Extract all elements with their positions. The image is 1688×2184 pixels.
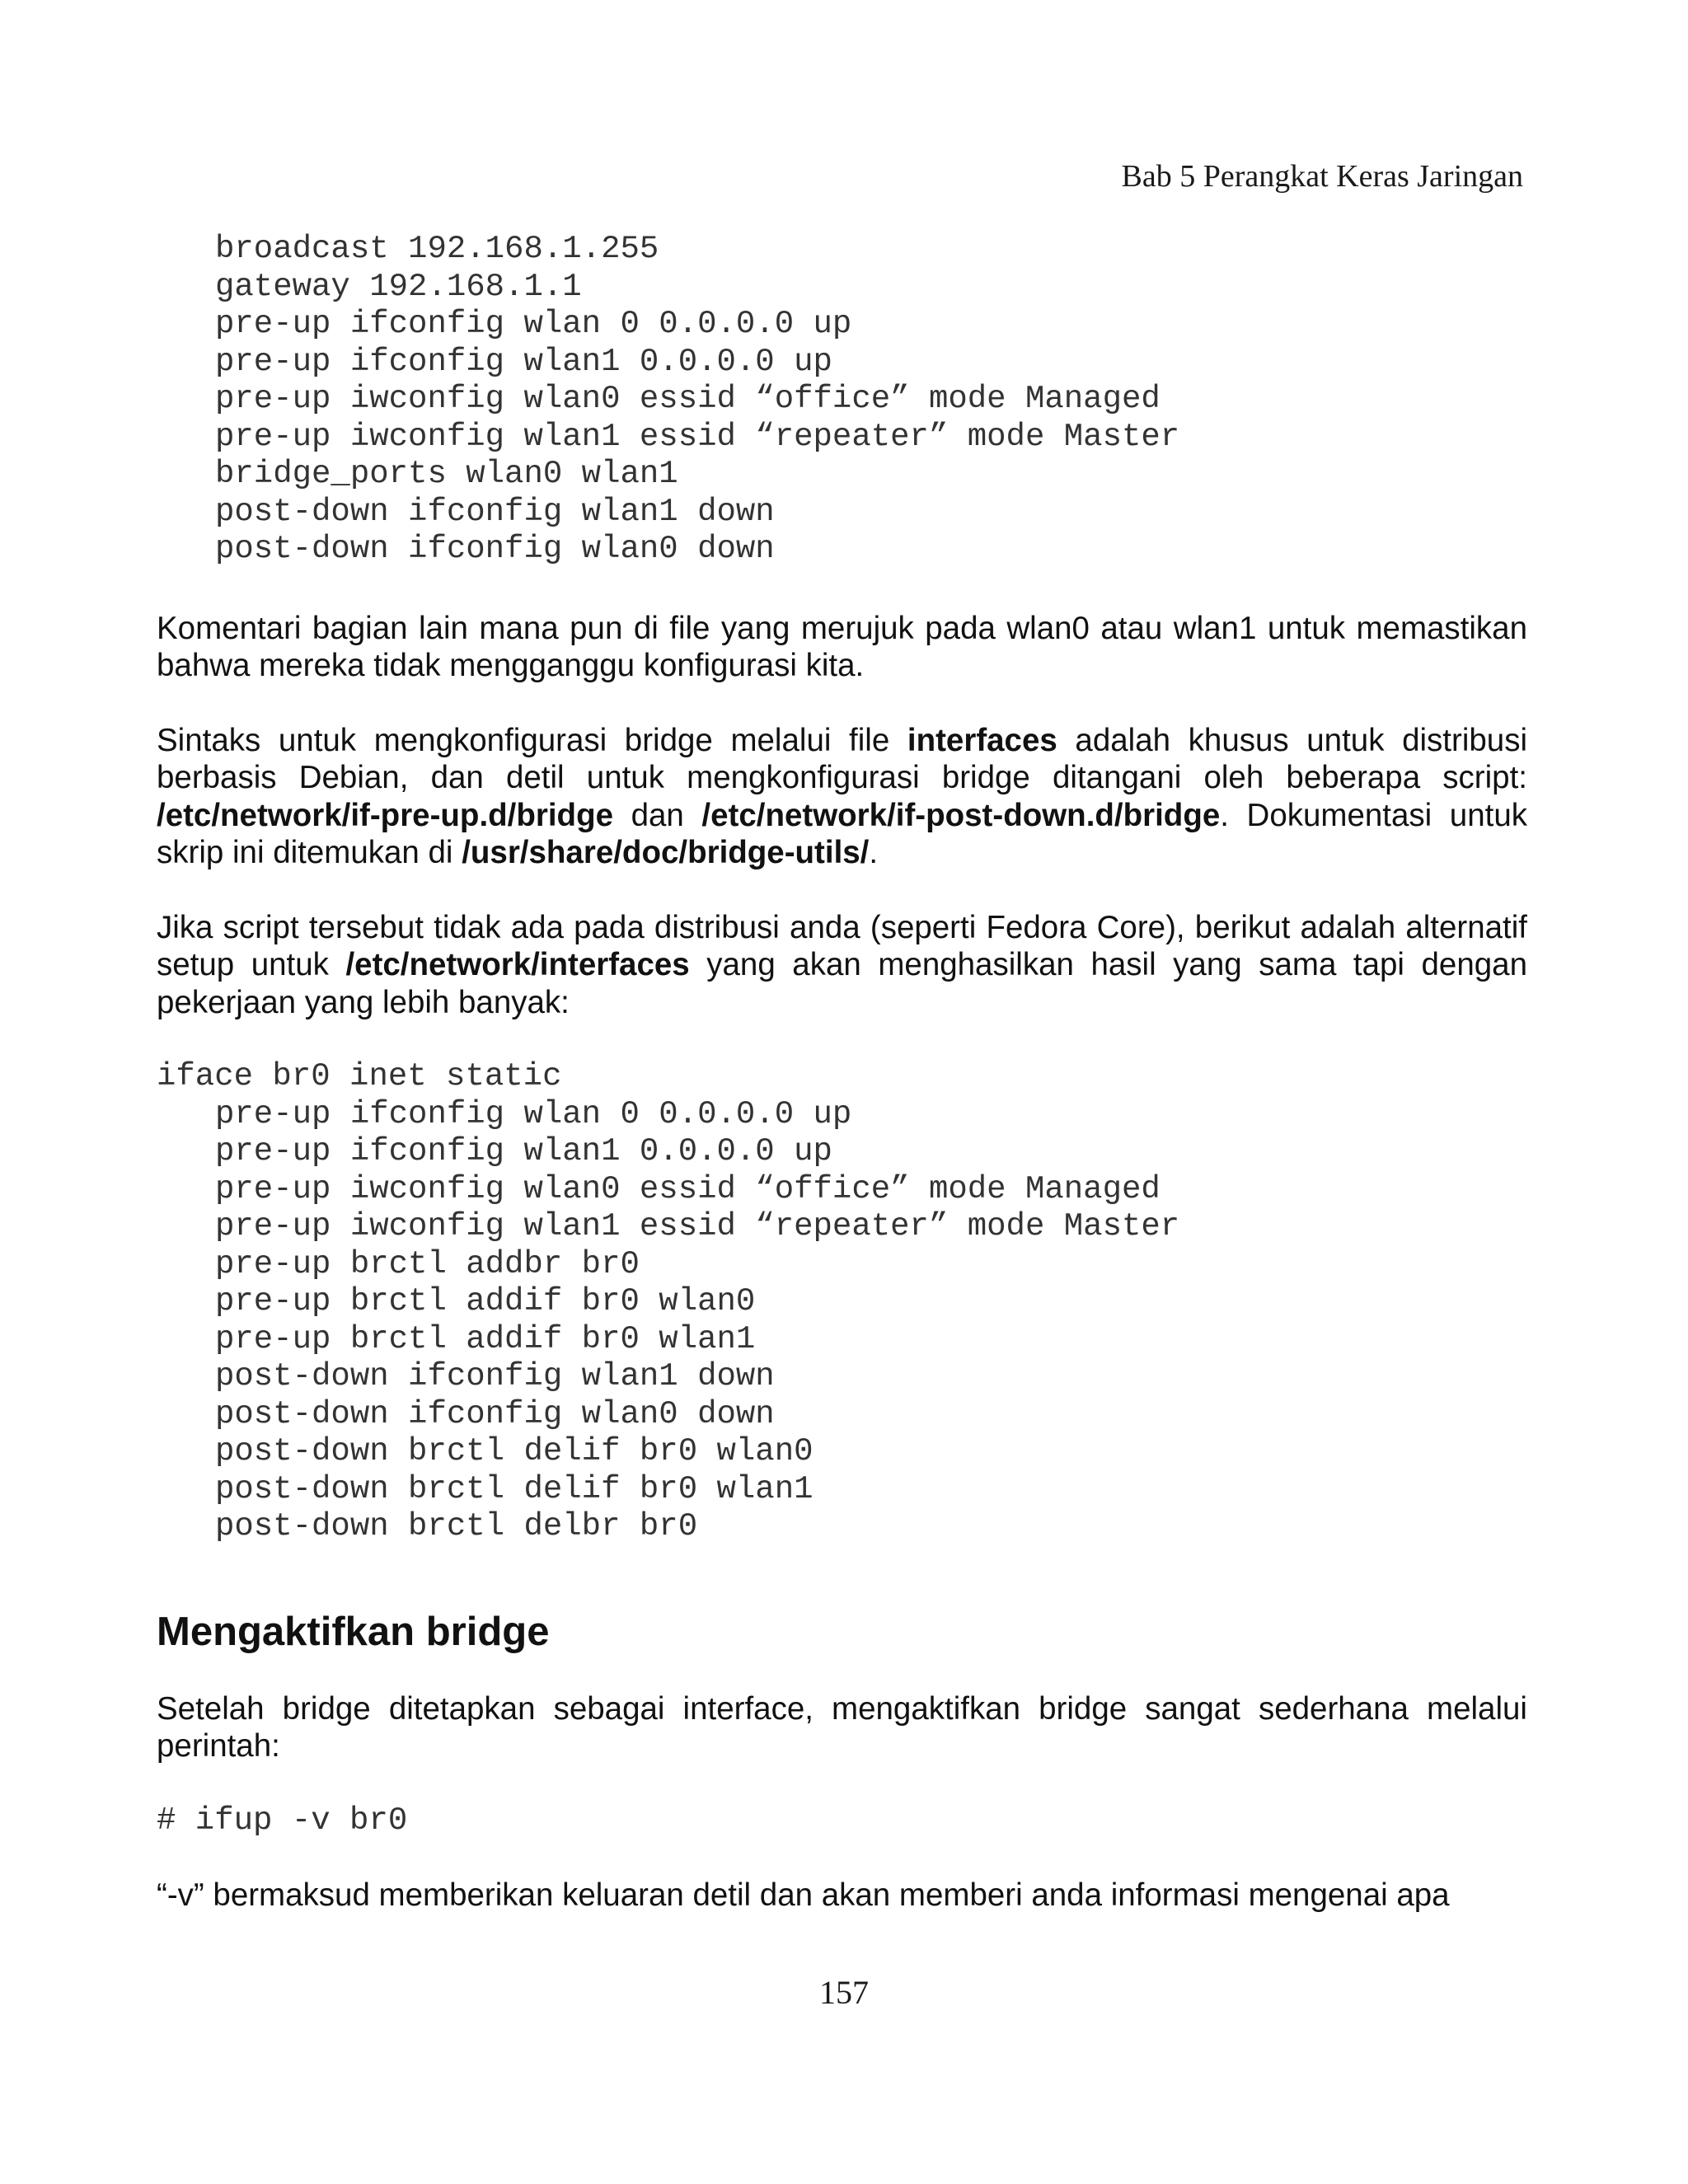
text-run: dan — [613, 797, 702, 833]
text-run: . Dokumentasi untuk skrip ini ditemukan di — [157, 797, 1527, 870]
code-line: post-down brctl delbr br0 — [215, 1508, 698, 1544]
code-line: pre-up ifconfig wlan 0 0.0.0.0 up — [215, 1095, 852, 1132]
code-line: pre-up ifconfig wlan1 0.0.0.0 up — [215, 343, 832, 380]
bold-filename: interfaces — [907, 722, 1057, 758]
bold-path: /etc/network/if-post-down.d/bridge — [701, 797, 1221, 833]
code-line: pre-up brctl addif br0 wlan0 — [215, 1283, 756, 1319]
paragraph-alternative-setup — [157, 909, 1527, 1022]
code-line: post-down brctl delif br0 wlan1 — [215, 1470, 814, 1507]
code-line: iface br0 inet static — [157, 1058, 562, 1094]
text-run: Sintaks untuk mengkonfigurasi bridge melalui file — [157, 722, 907, 758]
page-content — [157, 231, 1527, 1915]
code-line: # ifup -v br0 — [157, 1802, 408, 1839]
code-line: pre-up iwconfig wlan1 essid “repeater” mode Master — [215, 418, 1180, 455]
bold-path: /usr/share/doc/bridge-utils/ — [462, 835, 870, 870]
section-heading: Mengaktifkan bridge — [157, 1609, 550, 1654]
code-block-bridge-config — [157, 231, 1527, 569]
code-line: pre-up iwconfig wlan0 essid “office” mode Managed — [215, 1170, 1160, 1207]
text-run: Jika script tersebut tidak ada pada distribusi anda (seperti Fedora Core), berikut adalah alternatif setup untuk — [157, 909, 1527, 982]
bold-path: /etc/network/if-pre-up.d/bridge — [157, 797, 614, 833]
code-line: pre-up brctl addbr br0 — [215, 1245, 640, 1282]
code-line: post-down ifconfig wlan0 down — [215, 531, 775, 567]
bold-path: /etc/network/interfaces — [345, 947, 690, 982]
code-line: broadcast 192.168.1.255 — [215, 231, 659, 267]
code-line: pre-up brctl addif br0 wlan1 — [215, 1320, 756, 1357]
paragraph-comment-note: Komentari bagian lain mana pun di file yang merujuk pada wlan0 atau wlan1 untuk memastikan bahwa mereka tidak mengganggu konfigurasi kita. — [157, 610, 1527, 683]
code-line: pre-up iwconfig wlan1 essid “repeater” mode Master — [215, 1208, 1180, 1244]
code-line: pre-up iwconfig wlan0 essid “office” mode Managed — [215, 381, 1160, 417]
code-line: post-down ifconfig wlan1 down — [215, 1358, 775, 1394]
text-run: adalah khusus untuk distribusi berbasis Debian, dan detil untuk mengkonfigurasi bridge ditangani oleh beberapa script: — [157, 722, 1527, 795]
paragraph-syntax-note — [157, 722, 1527, 872]
code-line: pre-up ifconfig wlan1 0.0.0.0 up — [215, 1133, 832, 1169]
code-line: pre-up ifconfig wlan 0 0.0.0.0 up — [215, 306, 852, 342]
text-run: yang akan menghasilkan hasil yang sama tapi dengan pekerjaan yang lebih banyak: — [157, 947, 1527, 1020]
command-line — [157, 1802, 1527, 1840]
text-run: . — [869, 835, 879, 870]
code-line: post-down ifconfig wlan0 down — [215, 1395, 775, 1432]
code-block-alternative-setup — [157, 1058, 1527, 1546]
code-line: post-down ifconfig wlan1 down — [215, 493, 775, 530]
paragraph-verbose-note: “-v” bermaksud memberikan keluaran detil dan akan memberi anda informasi mengenai apa — [157, 1877, 1450, 1913]
code-line: bridge_ports wlan0 wlan1 — [215, 456, 678, 492]
running-header: Bab 5 Perangkat Keras Jaringan — [1121, 159, 1523, 194]
page-number: 157 — [819, 1974, 869, 2011]
paragraph-activate-bridge: Setelah bridge ditetapkan sebagai interface, mengaktifkan bridge sangat sederhana melalui perintah: — [157, 1690, 1527, 1764]
code-line: gateway 192.168.1.1 — [215, 268, 582, 305]
code-line: post-down brctl delif br0 wlan0 — [215, 1433, 814, 1469]
